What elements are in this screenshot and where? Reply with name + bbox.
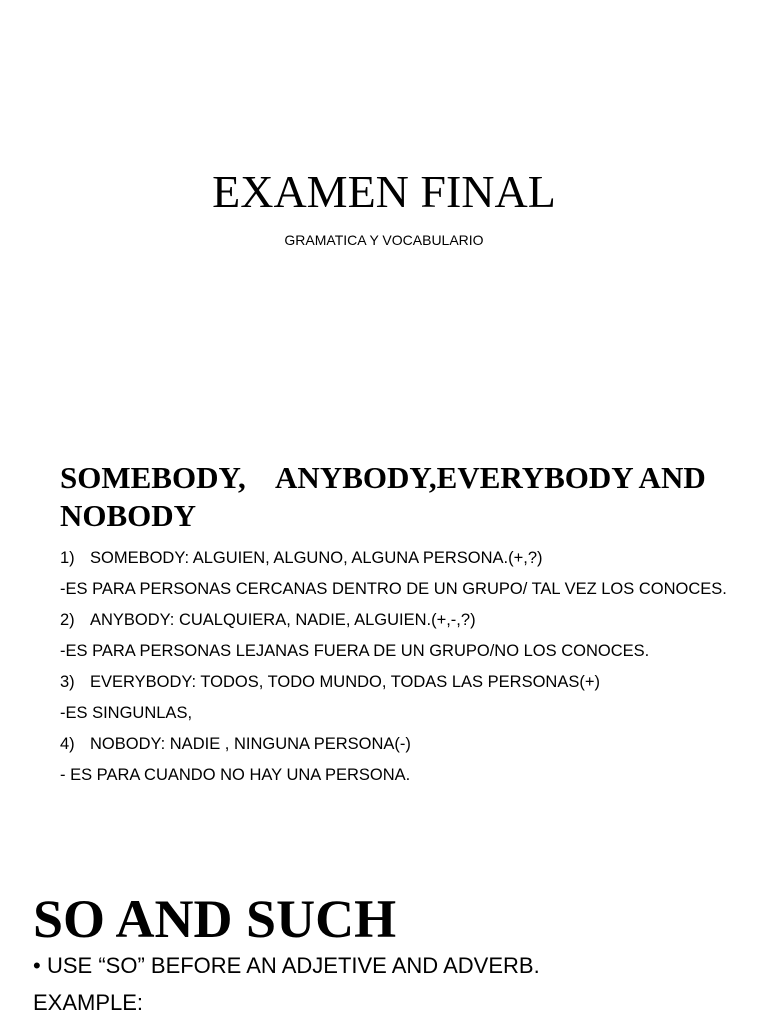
list-number: 2) bbox=[60, 611, 75, 629]
document-subtitle: GRAMATICA Y VOCABULARIO bbox=[284, 232, 484, 248]
bullet-symbol: • bbox=[33, 953, 41, 978]
list-item bbox=[60, 548, 740, 569]
list-item bbox=[60, 641, 740, 662]
list-text: - ES PARA CUANDO NO HAY UNA PERSONA. bbox=[60, 766, 411, 784]
list-number: 1) bbox=[60, 549, 75, 567]
slide-pronouns bbox=[0, 440, 768, 860]
slide-title bbox=[0, 0, 768, 440]
list-text: -ES PARA PERSONAS CERCANAS DENTRO DE UN GRUPO/ TAL VEZ LOS CONOCES. bbox=[60, 580, 727, 598]
list-item bbox=[60, 672, 740, 693]
list-number: 4) bbox=[60, 735, 75, 753]
list-item bbox=[60, 610, 740, 631]
list-text: -ES SINGUNLAS, bbox=[60, 704, 193, 722]
list-item bbox=[60, 579, 740, 600]
list-text: ANYBODY: CUALQUIERA, NADIE, ALGUIEN.(+,-,?) bbox=[90, 611, 476, 629]
document-title: EXAMEN FINAL bbox=[212, 166, 556, 217]
list-text: SOMEBODY: ALGUIEN, ALGUNO, ALGUNA PERSONA.(+,?) bbox=[90, 549, 543, 567]
bullet-item bbox=[33, 952, 540, 980]
list-text: NOBODY: NADIE , NINGUNA PERSONA(-) bbox=[90, 735, 411, 753]
section-heading-so-and-such: SO AND SUCH bbox=[33, 889, 397, 949]
list-text: -ES PARA PERSONAS LEJANAS FUERA DE UN GRUPO/NO LOS CONOCES. bbox=[60, 642, 650, 660]
slide-so-and-such bbox=[0, 860, 768, 1024]
example-label: EXAMPLE: bbox=[33, 990, 144, 1015]
list-item bbox=[60, 703, 740, 724]
pronoun-list bbox=[60, 548, 740, 796]
section-heading-pronouns: SOMEBODY, ANYBODY,EVERYBODY AND NOBODY bbox=[60, 460, 714, 533]
bullet-text: USE “SO” BEFORE AN ADJETIVE AND ADVERB. bbox=[47, 953, 540, 978]
list-item bbox=[60, 734, 740, 755]
list-text: EVERYBODY: TODOS, TODO MUNDO, TODAS LAS PERSONAS(+) bbox=[90, 673, 600, 691]
list-number: 3) bbox=[60, 673, 75, 691]
list-item bbox=[60, 765, 740, 786]
